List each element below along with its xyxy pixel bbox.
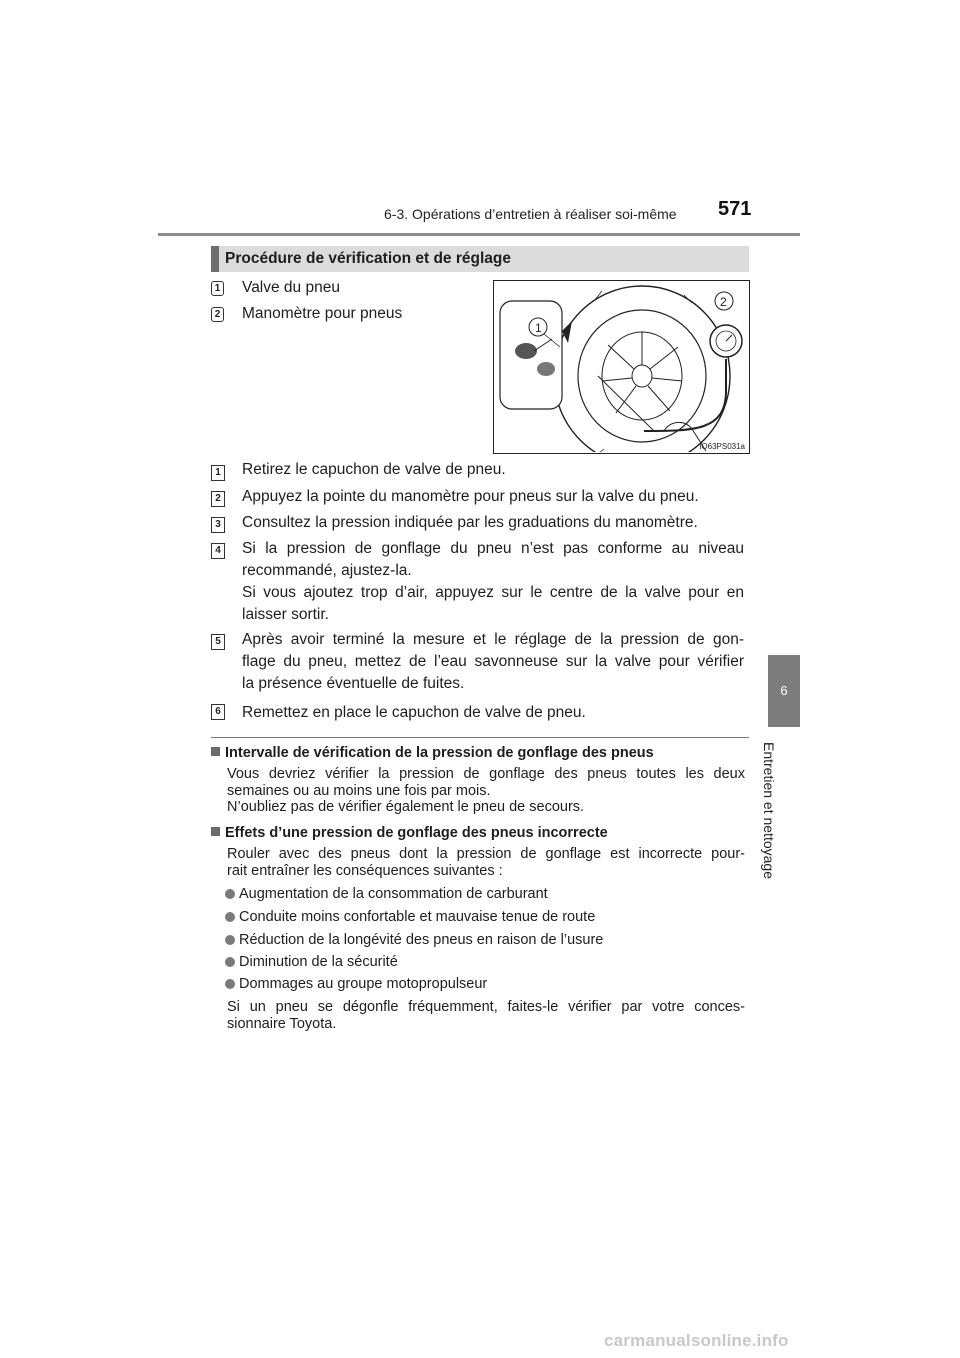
svg-text:1: 1 bbox=[535, 321, 542, 335]
subsection-heading-interval-text: Intervalle de vérification de la pression de gonflage des pneus bbox=[225, 745, 654, 761]
bullet-dot bbox=[225, 979, 235, 989]
step-4-line-3: Si vous ajoutez trop d’air, appuyez sur le centre de la valve pour en bbox=[242, 584, 744, 601]
interval-line-1: Vous devriez vérifier la pression de gonflage des pneus toutes les deux bbox=[227, 766, 745, 782]
callout-label-2: Manomètre pour pneus bbox=[242, 305, 403, 322]
callout-number-2: 2 bbox=[211, 307, 224, 322]
step-number-1: 1 bbox=[211, 465, 225, 481]
step-4-text bbox=[242, 538, 744, 626]
step-1-text: Retirez le capuchon de valve de pneu. bbox=[242, 461, 506, 478]
section-title-bar bbox=[211, 246, 749, 272]
step-6-text: Remettez en place le capuchon de valve de pneu. bbox=[242, 704, 586, 721]
effect-bullet-1 bbox=[225, 886, 548, 903]
svg-text:2: 2 bbox=[720, 295, 727, 309]
site-watermark: carmanualsonline.info bbox=[604, 1331, 789, 1350]
step-2-text: Appuyez la pointe du manomètre pour pneus sur la valve du pneu. bbox=[242, 488, 699, 505]
step-number-4: 4 bbox=[211, 543, 225, 559]
step-number-5: 5 bbox=[211, 634, 225, 650]
bullet-dot bbox=[225, 912, 235, 922]
effect-bullet-1-text: Augmentation de la consommation de carburant bbox=[239, 886, 548, 902]
effect-bullet-2 bbox=[225, 909, 595, 926]
effect-bullet-3 bbox=[225, 932, 603, 949]
callout-number-1: 1 bbox=[211, 281, 224, 296]
running-header-section: 6-3. Opérations d’entretien à réaliser soi-même bbox=[384, 206, 677, 222]
effects-intro-line-1: Rouler avec des pneus dont la pression de gonflage est incorrecte pour- bbox=[227, 846, 745, 862]
bullet-dot bbox=[225, 935, 235, 945]
title-accent bbox=[211, 246, 219, 272]
tire-pressure-illustration bbox=[493, 280, 750, 454]
chapter-tab-label-text: Entretien et nettoyage bbox=[761, 742, 777, 879]
step-4-line-1: Si la pression de gonflage du pneu n’est pas conforme au niveau bbox=[242, 540, 744, 557]
step-number-3: 3 bbox=[211, 517, 225, 533]
subsection-heading-effects-text: Effets d’une pression de gonflage des pneus incorrecte bbox=[225, 825, 608, 841]
interval-line-3: N’oubliez pas de vérifier également le pneu de secours. bbox=[227, 799, 585, 815]
effects-intro-line-2: rait entraîner les conséquences suivantes : bbox=[227, 862, 503, 879]
effect-bullet-4 bbox=[225, 954, 398, 971]
section-title: Procédure de vérification et de réglage bbox=[225, 250, 511, 267]
effects-intro bbox=[227, 846, 745, 879]
heading-square-marker bbox=[211, 827, 220, 836]
subsection-heading-effects bbox=[211, 825, 608, 841]
bullet-dot bbox=[225, 889, 235, 899]
step-5-line-2: flage du pneu, mettez de l’eau savonneuse sur la valve pour vérifier bbox=[242, 653, 744, 670]
figure-code: IO63PS031a bbox=[699, 442, 745, 451]
step-3-text: Consultez la pression indiquée par les graduations du manomètre. bbox=[242, 514, 698, 531]
step-number-6: 6 bbox=[211, 704, 225, 720]
step-5-text bbox=[242, 629, 744, 695]
interval-paragraph bbox=[227, 766, 745, 816]
header-rule bbox=[158, 233, 800, 236]
page-number: 571 bbox=[718, 198, 752, 220]
effect-bullet-5 bbox=[225, 976, 487, 993]
effects-outro bbox=[227, 999, 745, 1032]
effects-outro-line-1: Si un pneu se dégonfle fréquemment, faites-le vérifier par votre conces- bbox=[227, 999, 745, 1015]
step-4-line-2: recommandé, ajustez-la. bbox=[242, 562, 412, 579]
subsection-heading-interval bbox=[211, 745, 654, 761]
step-5-line-1: Après avoir terminé la mesure et le réglage de la pression de gon- bbox=[242, 631, 744, 648]
bullet-dot bbox=[225, 957, 235, 967]
step-4-line-4: laisser sortir. bbox=[242, 606, 329, 623]
effect-bullet-3-text: Réduction de la longévité des pneus en raison de l’usure bbox=[239, 932, 604, 948]
step-number-2: 2 bbox=[211, 491, 225, 507]
effect-bullet-4-text: Diminution de la sécurité bbox=[239, 954, 398, 970]
step-5-line-3: la présence éventuelle de fuites. bbox=[242, 675, 465, 692]
interval-line-2: semaines ou au moins une fois par mois. bbox=[227, 782, 491, 799]
illustration-drawing bbox=[494, 281, 748, 452]
chapter-tab: 6 bbox=[768, 655, 800, 727]
section-divider bbox=[211, 737, 749, 738]
effect-bullet-5-text: Dommages au groupe motopropulseur bbox=[239, 976, 488, 992]
effect-bullet-2-text: Conduite moins confortable et mauvaise tenue de route bbox=[239, 909, 596, 925]
effects-outro-line-2: sionnaire Toyota. bbox=[227, 1015, 337, 1032]
heading-square-marker bbox=[211, 747, 220, 756]
callout-label-1: Valve du pneu bbox=[242, 279, 340, 296]
